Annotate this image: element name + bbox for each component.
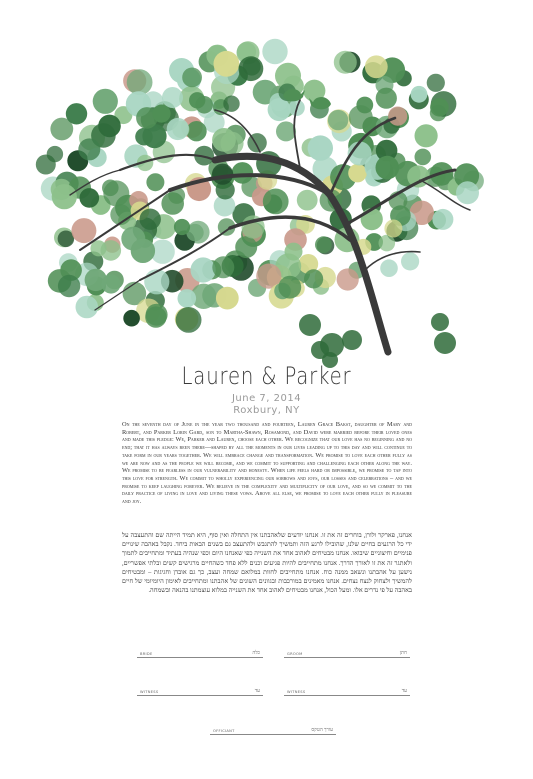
leaf — [376, 88, 397, 109]
leaf — [308, 135, 333, 160]
leaf — [384, 220, 402, 238]
fallen-leaf — [342, 330, 362, 350]
leaf — [285, 243, 303, 261]
leaf — [337, 268, 359, 290]
leaf — [430, 98, 449, 117]
leaf — [401, 252, 419, 270]
witness-2-label-hebrew: עד — [401, 689, 407, 694]
leaf — [152, 105, 170, 123]
leaf — [268, 98, 291, 121]
fallen-leaf — [431, 313, 449, 331]
fallen-leaf — [299, 314, 321, 336]
leaf — [262, 39, 287, 64]
leaf — [361, 208, 383, 230]
leaf — [145, 306, 166, 327]
leaf — [415, 149, 432, 166]
leaf — [415, 124, 438, 147]
leaf — [220, 132, 243, 155]
wedding-location: Roxbury, NY — [233, 405, 300, 416]
leaf — [376, 156, 400, 180]
groom-label: GROOM — [287, 652, 303, 656]
leaf — [140, 209, 161, 230]
couple-names: Lauren & Parker — [181, 362, 352, 390]
leaf — [182, 68, 202, 88]
witness-2-label: WITNESS — [287, 690, 306, 694]
leaf — [144, 269, 169, 294]
leaf — [348, 164, 367, 183]
hebrew-vows: אנחנו, פארקר ולורן, בוחרים זה את זו. אנחנו יודעים שלאהבתנו אין התחלה ואין סוף, היא תמיד הייתה שם והתעצבה על ידי כל הרגעים בחיים שלנו, שהובילו לרגע הזה ותמשיך להתגבש ולהתעצב גם בשנים הבאות ביחד. נקבל באהבה שינויים פנימיים וחיצוניים שיבואו. אנחנו מבטיחים לאהוב אחד את השנייה כפי שאנחנו היום וכפי שנהיה בעתיד ומתחייבים לתמוך ולאתגר זה את זו לאורך הדרך. אנחנו מתחייבים להיות פגיעים וכנים ללא פחד כשהחיים מרגישים קשים ובלתי אפשריים, נישען על אהבתנו ונשאב ממנה כוח. אנחנו מתחייבים לחוות במלואם שמחה ועצב, כך גם אובדן וחגיגות – ומבטיחים להמשיך ולצחוק לנצח נצחים. אנחנו מאמינים במורכבות ובגוונים השונים של אהבתנו ומתחייבים לאימון היומיומי של חיים באהבה על פי נדרים אלו. ומעל הכול, אנחנו מבטיחים לאהוב אחד את השנייה במלוא עוצמתנו בהנאה ובשמחה. — [122, 532, 412, 595]
groom-signature-line[interactable] — [284, 648, 410, 658]
leaf — [315, 236, 332, 253]
witness-2-signature-line[interactable] — [284, 686, 410, 696]
leaf — [407, 165, 429, 187]
witness-1-label: WITNESS — [140, 690, 159, 694]
leaf — [223, 96, 239, 112]
leaf — [456, 181, 479, 204]
leaf — [356, 97, 373, 114]
leaf — [195, 96, 213, 114]
leaf — [76, 296, 99, 319]
bride-signature-line[interactable] — [137, 648, 263, 658]
leaf — [212, 256, 234, 278]
leaf — [78, 138, 100, 160]
leaf — [178, 289, 197, 308]
leaf — [176, 307, 202, 333]
leaf — [58, 275, 80, 297]
leaf — [239, 56, 264, 81]
leaf — [388, 107, 407, 126]
leaf — [334, 51, 357, 74]
leaf — [98, 115, 121, 138]
fallen-leaf — [434, 332, 456, 354]
bride-label-hebrew: כלה — [252, 651, 260, 656]
leaf — [52, 184, 77, 209]
leaf — [278, 276, 301, 299]
leaf — [380, 259, 398, 277]
leaf — [276, 121, 296, 141]
leaf — [328, 110, 348, 130]
leaf — [85, 269, 107, 291]
leaf — [71, 218, 96, 243]
leaf — [297, 190, 318, 211]
leaf — [232, 162, 254, 184]
leaf — [146, 173, 164, 191]
bride-label: BRIDE — [140, 652, 153, 656]
leaf — [214, 51, 240, 77]
wedding-date: June 7, 2014 — [231, 393, 302, 404]
leaf — [304, 269, 323, 288]
leaf — [411, 86, 428, 103]
leaf — [127, 69, 153, 95]
leaf — [162, 87, 183, 108]
officiant-label: OFFICIANT — [213, 729, 235, 733]
leaf — [216, 287, 239, 310]
leaf — [191, 257, 216, 282]
leaf — [365, 55, 388, 78]
leaf — [263, 189, 289, 215]
english-vows: On the seventh day of June in the year two thousand and fourteen, Lauren Grace Bakst, daughter of Mary and Robert, and Parker Lorin Gard, son to Martha-Shawn, Rosamond, and David were married before their loved ones and made this pledge: We, Parker and Lauren, choose each other. We recognize that our love has no beginning and no end; that it has always been there—shaped by all the moments in our lives leading up to this day and will continue to take form in our years together. We will embrace change and transformation. We promise to love each other fully as we are now and as the people we will become, and we commit to supporting and challenging each other along the way. We promise to be fearless in our vulnerability and honesty. When life feels hard or impossible, we promise to tap into this love for strength. We commit to wholly experiencing our sorrows and joys, our losses and celebrations – and we promise to keep laughing forever. We believe in the complexity and multiplicity of our love, and so we commit to the daily practice of living in love and living these vows. Above all else, we promise to love each other fully in pleasure and joy. — [122, 421, 412, 506]
leaf — [103, 180, 129, 206]
tree-leaves — [36, 39, 484, 368]
leaf — [131, 239, 155, 263]
witness-1-label-hebrew: עד — [254, 689, 260, 694]
leaf — [93, 89, 118, 114]
leaf — [123, 310, 140, 327]
groom-label-hebrew: חתן — [399, 651, 407, 656]
leaf — [186, 121, 206, 141]
leaf — [80, 188, 100, 208]
leaf — [167, 118, 189, 140]
tree-illustration — [0, 0, 533, 370]
leaf — [36, 155, 56, 175]
leaf — [432, 209, 453, 230]
leaf — [101, 240, 122, 261]
witness-1-signature-line[interactable] — [137, 686, 263, 696]
officiant-signature-line[interactable] — [210, 725, 336, 735]
leaf — [235, 236, 257, 258]
officiant-label-hebrew: עורך הטקס — [311, 728, 333, 733]
leaf — [174, 219, 190, 235]
leaf — [66, 103, 87, 124]
leaf — [427, 74, 445, 92]
